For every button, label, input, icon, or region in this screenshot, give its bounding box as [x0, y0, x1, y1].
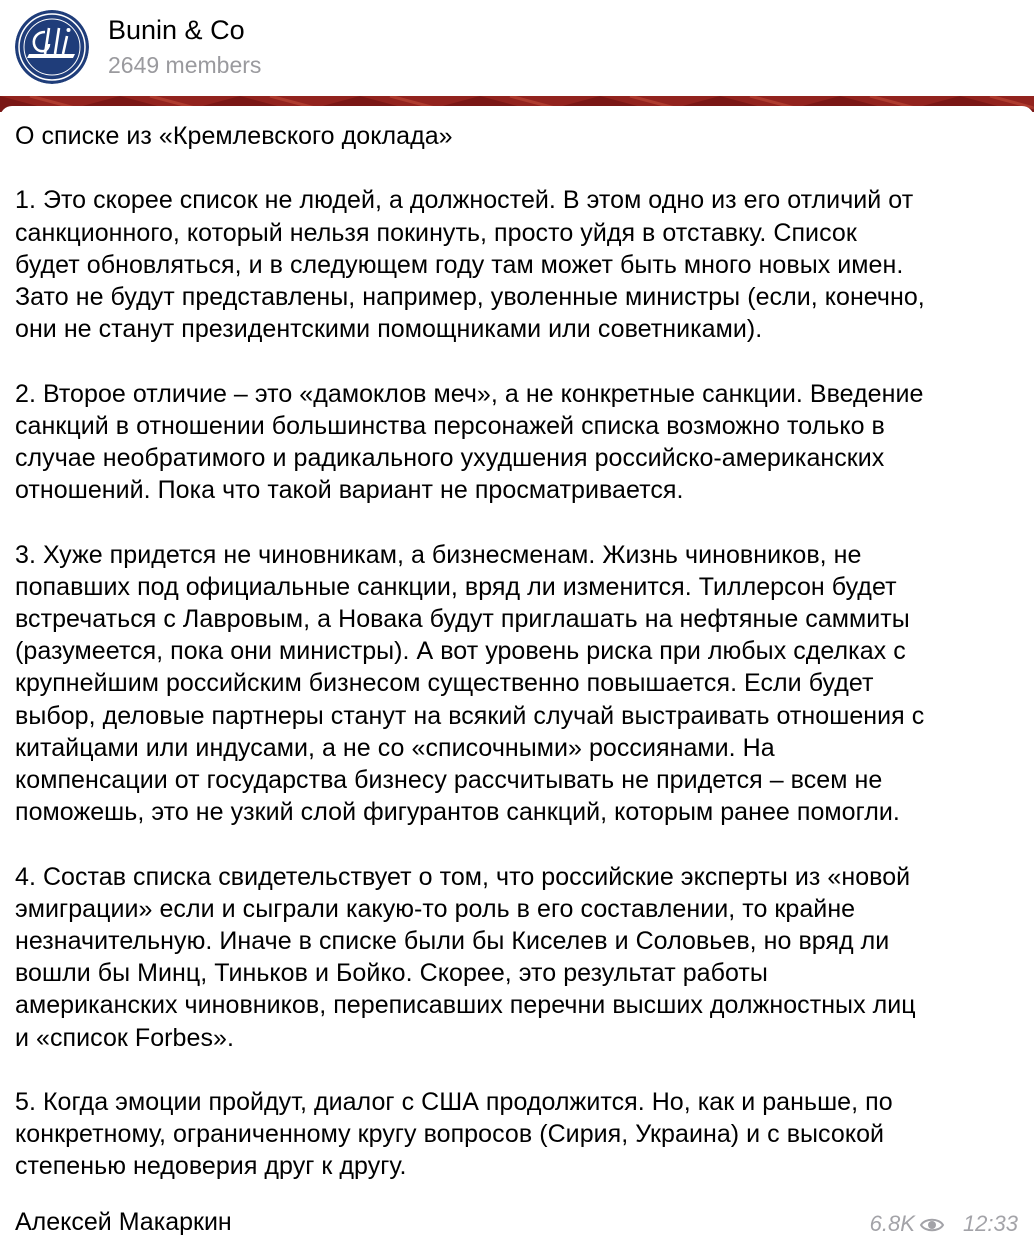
message-line: степенью недоверия друг к другу.	[15, 1152, 407, 1181]
message-line: и «список Forbes».	[15, 1023, 234, 1052]
eye-icon	[919, 1214, 945, 1234]
message-line: 1. Это скорее список не людей, а должностей. В этом одно из его отличий от	[15, 186, 914, 215]
message-line: Зато не будут представлены, например, уволенные министры (если, конечно,	[15, 283, 925, 311]
message-text	[15, 120, 1025, 1215]
message-paragraph	[15, 184, 1025, 345]
message-line: поможешь, это не узкий слой фигурантов санкций, которым ранее помогли.	[15, 798, 900, 827]
message-paragraph	[15, 378, 1025, 507]
message-meta	[870, 1210, 1018, 1238]
message-line: отношений. Пока что такой вариант не просматривается.	[15, 476, 684, 505]
message-signature: Алексей Макаркин	[15, 1208, 232, 1236]
message-line: будет обновляться, и в следующем году там может быть много новых имен.	[15, 250, 904, 279]
message-line: О списке из «Кремлевского доклада»	[15, 122, 453, 150]
message-time: 12:33	[962, 1211, 1018, 1236]
member-count: 2649 members	[108, 52, 262, 78]
message-line: компенсации от государства бизнесу рассчитывать не придется – всем не	[15, 766, 883, 795]
message-line: 3. Хуже придется не чиновникам, а бизнесменам. Жизнь чиновников, не	[15, 540, 862, 569]
message-line: санкционного, который нельзя покинуть, просто уйдя в отставку. Список	[15, 218, 857, 247]
channel-title[interactable]: Bunin & Co	[108, 15, 245, 45]
channel-avatar[interactable]	[15, 10, 89, 84]
message-line: крупнейшим российским бизнесом существенно повышается. Если будет	[15, 669, 874, 698]
message-line: выбор, деловые партнеры станут на всякий случай выстраивать отношения с	[15, 701, 925, 730]
message-paragraph	[15, 120, 1025, 152]
message-line: санкций в отношении большинства персонажей списка возможно только в	[15, 411, 885, 440]
message-line: американских чиновников, переписавших перечни высших должностных лиц	[15, 991, 916, 1020]
message-line: 4. Состав списка свидетельствует о том, что российские эксперты из «новой	[15, 862, 911, 891]
message-line: незначительную. Иначе в списке были бы Киселев и Соловьев, но вряд ли	[15, 927, 890, 956]
channel-header[interactable]	[0, 0, 1034, 96]
message-bubble[interactable]	[0, 106, 1034, 1246]
view-count: 6.8K	[869, 1211, 915, 1236]
message-line: встречаться с Лавровым, а Новака будут приглашать на нефтяные саммиты	[15, 605, 910, 633]
message-line: они не станут президентскими помощниками или советниками).	[15, 315, 763, 344]
message-line: попавших под официальные санкции, вряд ли изменится. Тиллерсон будет	[15, 572, 897, 601]
message-line: случае необратимого и радикального ухудшения российско-американских	[15, 444, 885, 472]
message-line: вошли бы Минц, Тиньков и Бойко. Скорее, это результат работы	[15, 959, 768, 988]
message-paragraph	[15, 861, 1025, 1054]
message-line: (разумеется, пока они министры). А вот уровень риска при любых сделках с	[15, 637, 906, 666]
bunin-logo-icon	[15, 10, 89, 84]
message-line: конкретному, ограниченному кругу вопросов (Сирия, Украина) и с высокой	[15, 1120, 885, 1149]
message-paragraph	[15, 1086, 1025, 1183]
message-line: китайцами или индусами, а не со «списочными» россиянами. На	[15, 733, 775, 762]
message-line: 2. Второе отличие – это «дамоклов меч», а не конкретные санкции. Введение	[15, 379, 924, 408]
message-line: 5. Когда эмоции пройдут, диалог с США продолжится. Но, как и раньше, по	[15, 1088, 893, 1117]
message-line: эмиграции» если и сыграли какую-то роль в его составлении, то крайне	[15, 894, 856, 923]
message-paragraph	[15, 539, 1025, 829]
